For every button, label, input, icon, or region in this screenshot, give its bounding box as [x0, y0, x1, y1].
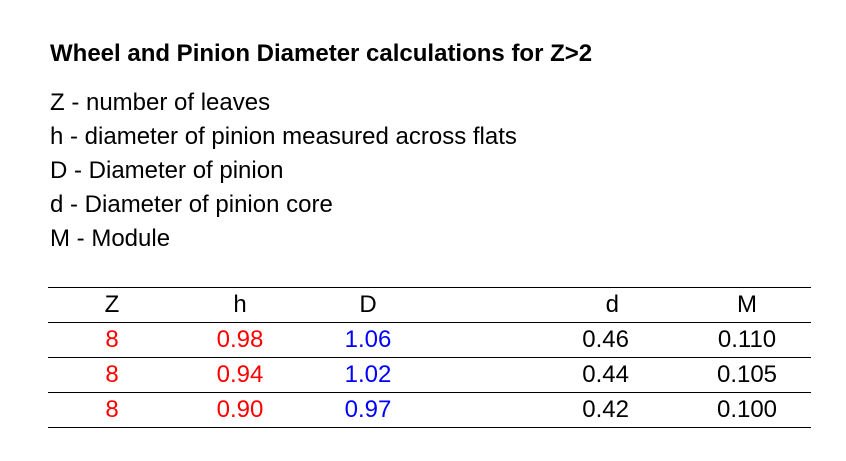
cell-d-lower: 0.44 — [432, 358, 683, 393]
cell-z: 8 — [48, 358, 176, 393]
cell-z: 8 — [48, 393, 176, 428]
table-row — [48, 323, 811, 358]
cell-h: 0.90 — [176, 393, 304, 428]
header-z: Z — [48, 288, 176, 323]
header-h: h — [176, 288, 304, 323]
header-d-upper: D — [304, 288, 432, 323]
definitions-list — [50, 86, 517, 256]
cell-m: 0.100 — [683, 393, 811, 428]
cell-d-upper: 0.97 — [304, 393, 432, 428]
header-d-lower: d — [432, 288, 683, 323]
definition-z: Z - number of leaves — [50, 89, 271, 116]
table-row — [48, 393, 811, 428]
page-title: Wheel and Pinion Diameter calculations for Z>2 — [50, 40, 593, 67]
cell-m: 0.105 — [683, 358, 811, 393]
cell-z: 8 — [48, 323, 176, 358]
cell-h: 0.98 — [176, 323, 304, 358]
cell-d-lower: 0.46 — [432, 323, 683, 358]
cell-d-upper: 1.06 — [304, 323, 432, 358]
table-row — [48, 358, 811, 393]
cell-m: 0.110 — [683, 323, 811, 358]
table-header-row — [48, 288, 811, 323]
cell-d-upper: 1.02 — [304, 358, 432, 393]
calculation-table — [48, 287, 811, 428]
cell-d-lower: 0.42 — [432, 393, 683, 428]
definition-d-lower: d - Diameter of pinion core — [50, 191, 333, 218]
definition-m: M - Module — [50, 225, 171, 252]
header-m: M — [683, 288, 811, 323]
definition-d-upper: D - Diameter of pinion — [50, 157, 284, 184]
cell-h: 0.94 — [176, 358, 304, 393]
definition-h: h - diameter of pinion measured across flats — [50, 123, 517, 150]
